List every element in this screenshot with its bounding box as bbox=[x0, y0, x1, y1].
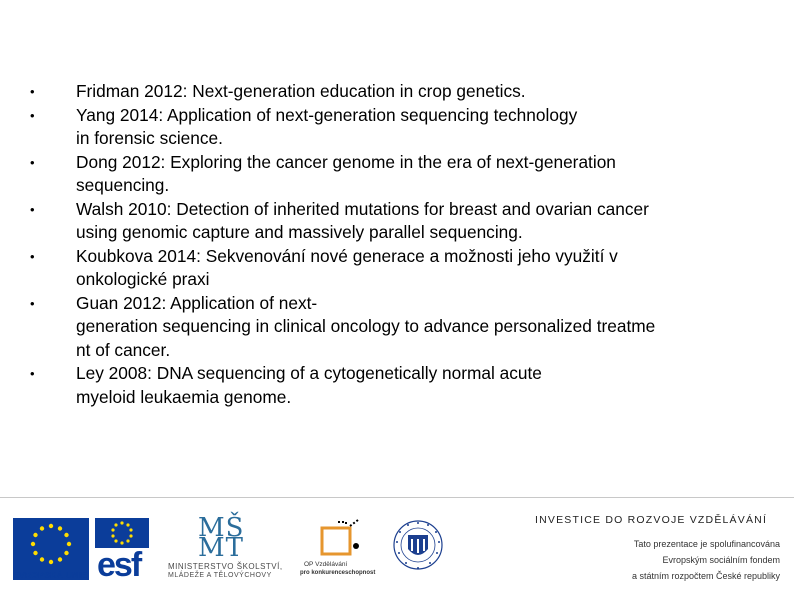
bullet: • bbox=[30, 84, 35, 99]
bullet: • bbox=[30, 295, 35, 311]
investice-line1: Tato prezentace je spolufinancována bbox=[633, 539, 780, 549]
bullet: • bbox=[30, 248, 35, 264]
eu-label: EVROPSKÁ UNIE bbox=[13, 570, 88, 580]
reference-item bbox=[30, 292, 760, 363]
reference-list bbox=[30, 80, 760, 409]
bullet: • bbox=[30, 154, 35, 170]
bullet: • bbox=[30, 201, 35, 217]
investice-line2: Evropským sociálním fondem bbox=[662, 555, 780, 565]
reference-item bbox=[30, 104, 760, 151]
reference-item bbox=[30, 151, 760, 198]
investice-line3: a státním rozpočtem České republiky bbox=[631, 571, 780, 581]
reference-item bbox=[30, 245, 760, 292]
esf-wordmark: esf bbox=[97, 546, 141, 584]
opvk-line1: OP Vzdělávání bbox=[304, 561, 348, 568]
reference-text: Fridman 2012: Next-generation education in crop genetics. bbox=[76, 81, 526, 101]
footer-divider bbox=[0, 497, 794, 498]
investice-title: INVESTICE DO ROZVOJE VZDĚLÁVÁNÍ bbox=[535, 514, 768, 526]
opvk-logo bbox=[300, 518, 385, 580]
reference-item bbox=[30, 80, 760, 104]
eu-stars-icon bbox=[13, 518, 89, 570]
bullet: • bbox=[30, 107, 35, 123]
reference-text: Guan 2012: Application of next- generation sequencing in clinical oncology to advance personalized treatme nt of cancer. bbox=[76, 292, 656, 360]
reference-text: Ley 2008: DNA sequencing of a cytogenetically normal acute myeloid leukaemia genome. bbox=[76, 363, 542, 407]
reference-item bbox=[30, 198, 760, 245]
esf-stars-icon bbox=[95, 518, 149, 548]
msmt-name-line1: MINISTERSTVO ŠKOLSTVÍ, bbox=[168, 562, 283, 571]
mu-seal-logo bbox=[392, 515, 444, 575]
esf-flag bbox=[95, 518, 149, 548]
bullet: • bbox=[30, 366, 35, 381]
university-seal-icon bbox=[392, 515, 444, 575]
reference-text: Dong 2012: Exploring the cancer genome in the era of next-generation sequencing. bbox=[76, 151, 616, 195]
reference-item bbox=[30, 362, 760, 409]
reference-text: Yang 2014: Application of next-generation sequencing technology in forensic science. bbox=[76, 104, 578, 148]
reference-text: Walsh 2010: Detection of inherited mutations for breast and ovarian cancer using genomic capture and massively parallel sequencing. bbox=[76, 198, 649, 242]
opvk-emblem-icon bbox=[312, 518, 372, 560]
msmt-mark: MŠ MT bbox=[198, 513, 245, 563]
esf-logo bbox=[95, 518, 160, 584]
msmt-name-line2: MLÁDEŽE A TĚLOVÝCHOVY bbox=[168, 572, 272, 579]
msmt-logo bbox=[168, 513, 293, 580]
opvk-line2: pro konkurenceschopnost bbox=[300, 570, 376, 576]
reference-text: Koubkova 2014: Sekvenování nové generace a možnosti jeho využití v onkologické praxi bbox=[76, 245, 618, 289]
